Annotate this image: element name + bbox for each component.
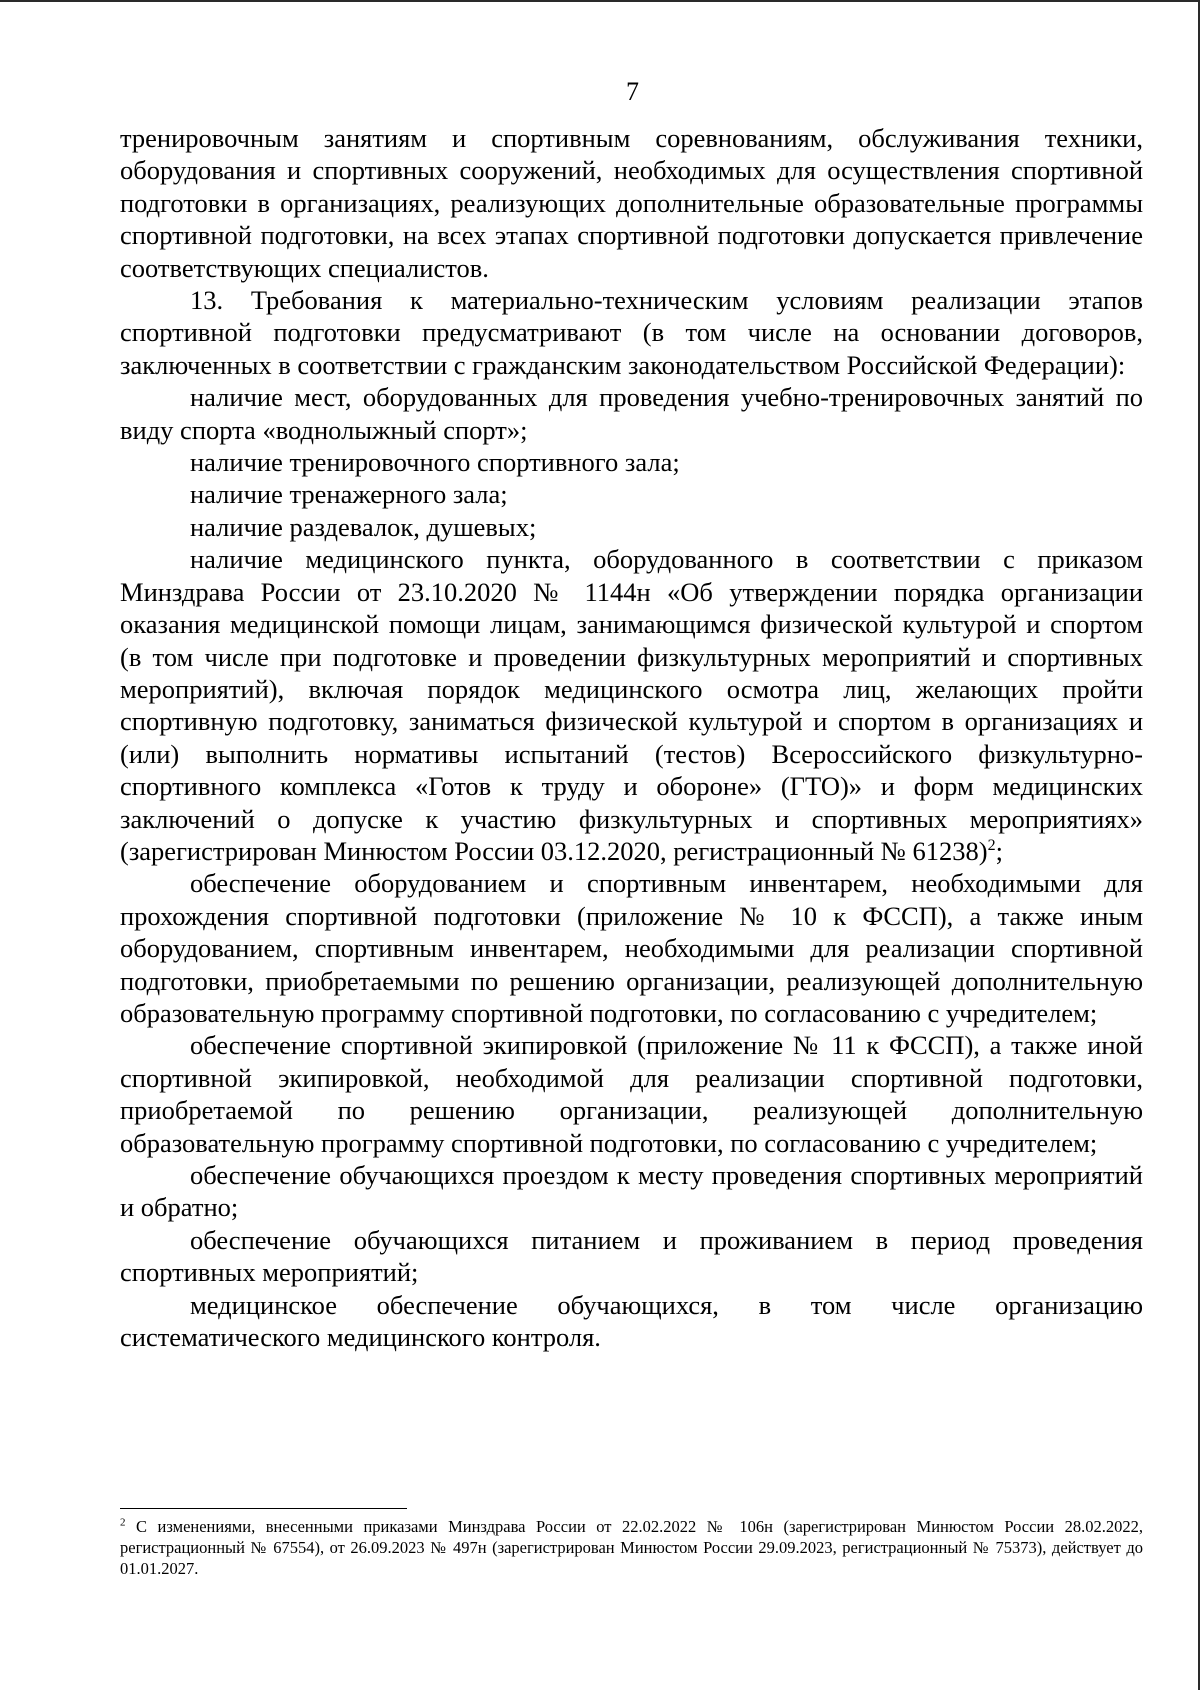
paragraph-equipment bbox=[120, 867, 1143, 1029]
paragraph-tail: ; bbox=[995, 835, 1003, 866]
paragraph-text: наличие тренировочного спортивного зала; bbox=[190, 447, 680, 478]
paragraph-transport bbox=[120, 1159, 1143, 1224]
paragraph-locker-rooms bbox=[120, 511, 1143, 543]
paragraph-medical-support bbox=[120, 1289, 1143, 1354]
paragraph-text: обеспечение обучающихся проездом к месту проведения спортивных мероприятий и обратно; bbox=[120, 1160, 1143, 1223]
paragraph-text: наличие раздевалок, душевых; bbox=[190, 511, 537, 542]
scan-edge-top bbox=[0, 0, 1200, 2]
paragraph-text: наличие тренажерного зала; bbox=[190, 479, 508, 510]
paragraph-training-places bbox=[120, 381, 1143, 446]
page-number: 7 bbox=[626, 77, 639, 106]
paragraph-gym bbox=[120, 478, 1143, 510]
paragraph-continuation bbox=[120, 122, 1143, 284]
paragraph-medical-point bbox=[120, 543, 1143, 867]
footnote-reference[interactable]: 2 bbox=[987, 837, 996, 855]
footnote-marker: 2 bbox=[120, 1516, 126, 1529]
footnote-text: С изменениями, внесенными приказами Минздрава России от 22.02.2022 № 106н (зарегистрирован Минюстом России 28.02.2022, регистрационный № 67554), от 26.09.2023 № 497н (зарегистрирован Минюстом России 29.09.2023, регистрационный № 75373), действует до 01.01.2027. bbox=[120, 1517, 1144, 1578]
footnote-divider bbox=[120, 1508, 407, 1509]
paragraph-meals-lodging bbox=[120, 1224, 1143, 1289]
paragraph-text: обеспечение спортивной экипировкой (приложение № 11 к ФССП), а также иной спортивной экипировкой, необходимой для реализации спортивной подготовки, приобретаемой по решению организации, реализующей дополнительную образовательную программу спортивной подготовки, по согласованию с учредителем; bbox=[120, 1030, 1143, 1158]
paragraph-text: наличие медицинского пункта, оборудованного в соответствии с приказом Минздрава России от 23.10.2020 № 1144н «Об утверждении порядка организации оказания медицинской помощи лицам, занимающимся физической культурой и спортом (в том числе при подготовке и проведении физкультурных мероприятий и спортивных мероприятий), включая порядок медицинского осмотра лиц, желающих пройти спортивную подготовку, заниматься физической культурой и спортом в организациях и (или) выполнить нормативы испытаний (тестов) Всероссийского физкультурно-спортивного комплекса «Готов к труду и обороне» (ГТО)» и форм медицинских заключений о допуске к участию физкультурных и спортивных мероприятиях» (зарегистрирован Минюстом России 03.12.2020, регистрационный № 61238) bbox=[120, 544, 1143, 866]
paragraph-text: тренировочным занятиям и спортивным соревнованиям, обслуживания техники, оборудования и спортивных сооружений, необходимых для осуществления спортивной подготовки в организациях, реализующих дополнительные образовательные программы спортивной подготовки, на всех этапах спортивной подготовки допускается привлечение соответствующих специалистов. bbox=[120, 123, 1143, 283]
footnote bbox=[120, 1516, 1143, 1579]
body-text bbox=[120, 122, 1143, 1353]
paragraph-sport-hall bbox=[120, 446, 1143, 478]
paragraph-requirements bbox=[120, 284, 1143, 381]
paragraph-text: 13. Требования к материально-техническим условиям реализации этапов спортивной подготовки предусматривают (в том числе на основании договоров, заключенных в соответствии с гражданским законодательством Российской Федерации): bbox=[120, 285, 1143, 380]
paragraph-text: наличие мест, оборудованных для проведения учебно-тренировочных занятий по виду спорта «воднолыжный спорт»; bbox=[120, 382, 1143, 445]
paragraph-text: обеспечение обучающихся питанием и проживанием в период проведения спортивных мероприятий; bbox=[120, 1224, 1143, 1288]
paragraph-text: обеспечение оборудованием и спортивным инвентарем, необходимыми для прохождения спортивной подготовки (приложение № 10 к ФССП), а также иным оборудованием, спортивным инвентарем, необходимыми для реализации спортивной подготовки, приобретаемыми по решению организации, реализующей дополнительную образовательную программу спортивной подготовки, по согласованию с учредителем; bbox=[120, 868, 1143, 1028]
paragraph-text: медицинское обеспечение обучающихся, в том числе организацию систематического медицинского контроля. bbox=[120, 1289, 1143, 1353]
paragraph-outfit bbox=[120, 1029, 1143, 1159]
